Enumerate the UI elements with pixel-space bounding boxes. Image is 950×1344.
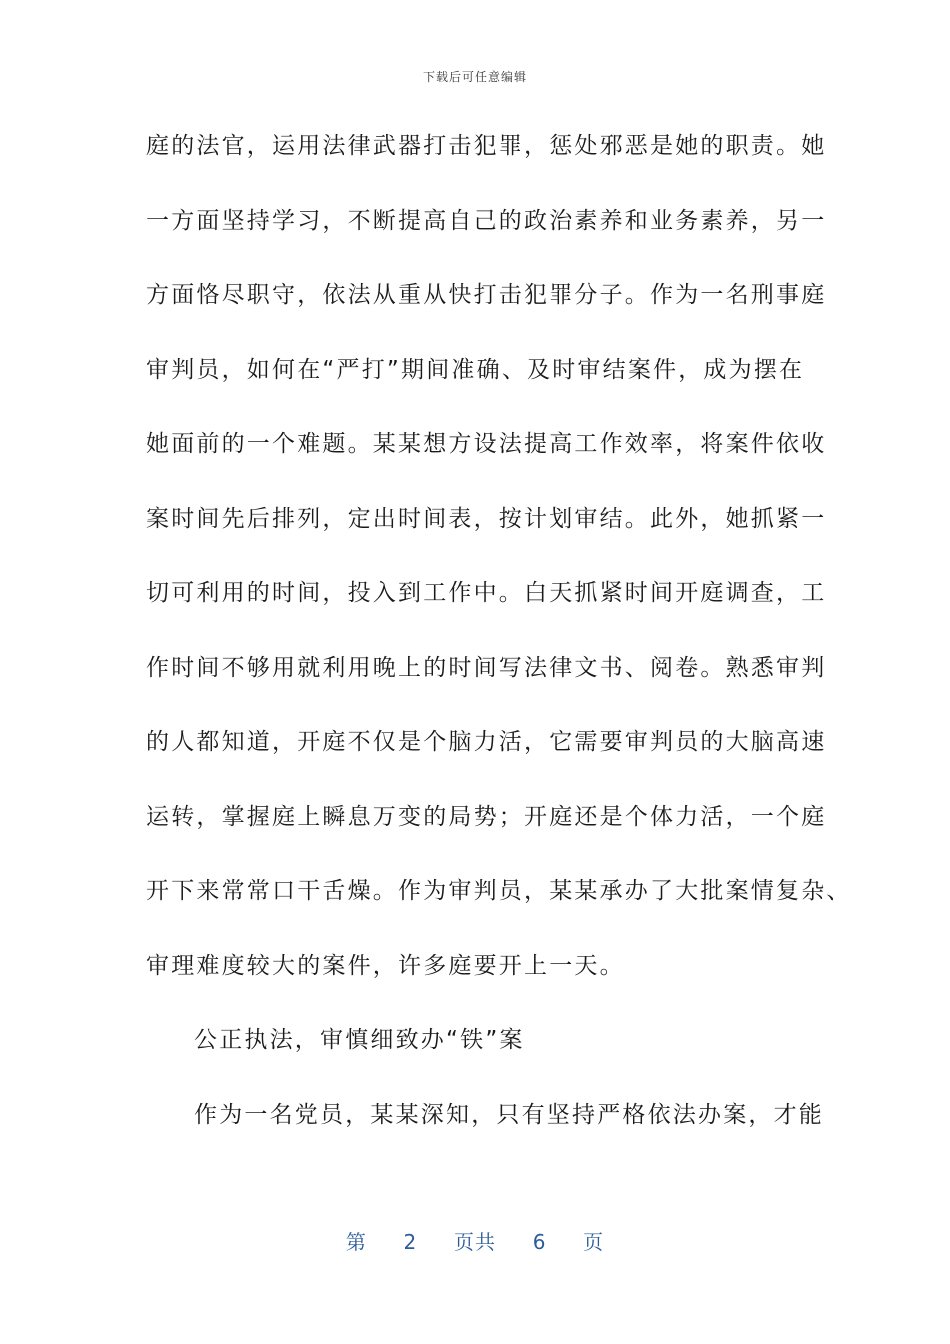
text-line: 作时间不够用就利用晚上的时间写法律文书、阅卷。熟悉审判 <box>146 654 827 681</box>
text-line: 案时间先后排列，定出时间表，按计划审结。此外，她抓紧一 <box>146 505 827 532</box>
text-line: 方面恪尽职守，依法从重从快打击犯罪分子。作为一名刑事庭 <box>146 282 827 308</box>
footer-prefix: 第 <box>345 1230 367 1254</box>
page-footer <box>0 1226 950 1255</box>
paragraph-start: 作为一名党员，某某深知，只有坚持严格依法办案，才能 <box>194 1101 824 1128</box>
text-line: 开下来常常口干舌燥。作为审判员，某某承办了大批案情复杂、 <box>146 878 852 904</box>
text-line: 切可利用的时间，投入到工作中。白天抓紧时间开庭调查，工 <box>146 580 827 606</box>
page-header-note: 下载后可任意编辑 <box>422 70 527 84</box>
footer-middle: 页共 <box>454 1230 496 1254</box>
text-line: 庭的法官，运用法律武器打击犯罪，惩处邪恶是她的职责。她 <box>146 133 827 159</box>
text-line: 她面前的一个难题。某某想方设法提高工作效率，将案件依收 <box>146 431 827 457</box>
current-page-number: 2 <box>403 1230 418 1254</box>
footer-suffix: 页 <box>583 1230 605 1254</box>
total-pages-number: 6 <box>532 1230 547 1254</box>
text-line: 运转，掌握庭上瞬息万变的局势；开庭还是个体力活，一个庭 <box>146 803 827 830</box>
text-line: 一方面坚持学习，不断提高自己的政治素养和业务素养，另一 <box>146 207 827 234</box>
text-line: 审判员，如何在“严打”期间准确、及时审结案件，成为摆在 <box>146 356 805 383</box>
text-line: 审理难度较大的案件，许多庭要开上一天。 <box>146 952 625 979</box>
text-line: 的人都知道，开庭不仅是个脑力活，它需要审判员的大脑高速 <box>146 729 827 755</box>
document-body <box>146 126 852 1169</box>
section-heading: 公正执法，审慎细致办“铁”案 <box>194 1027 525 1053</box>
